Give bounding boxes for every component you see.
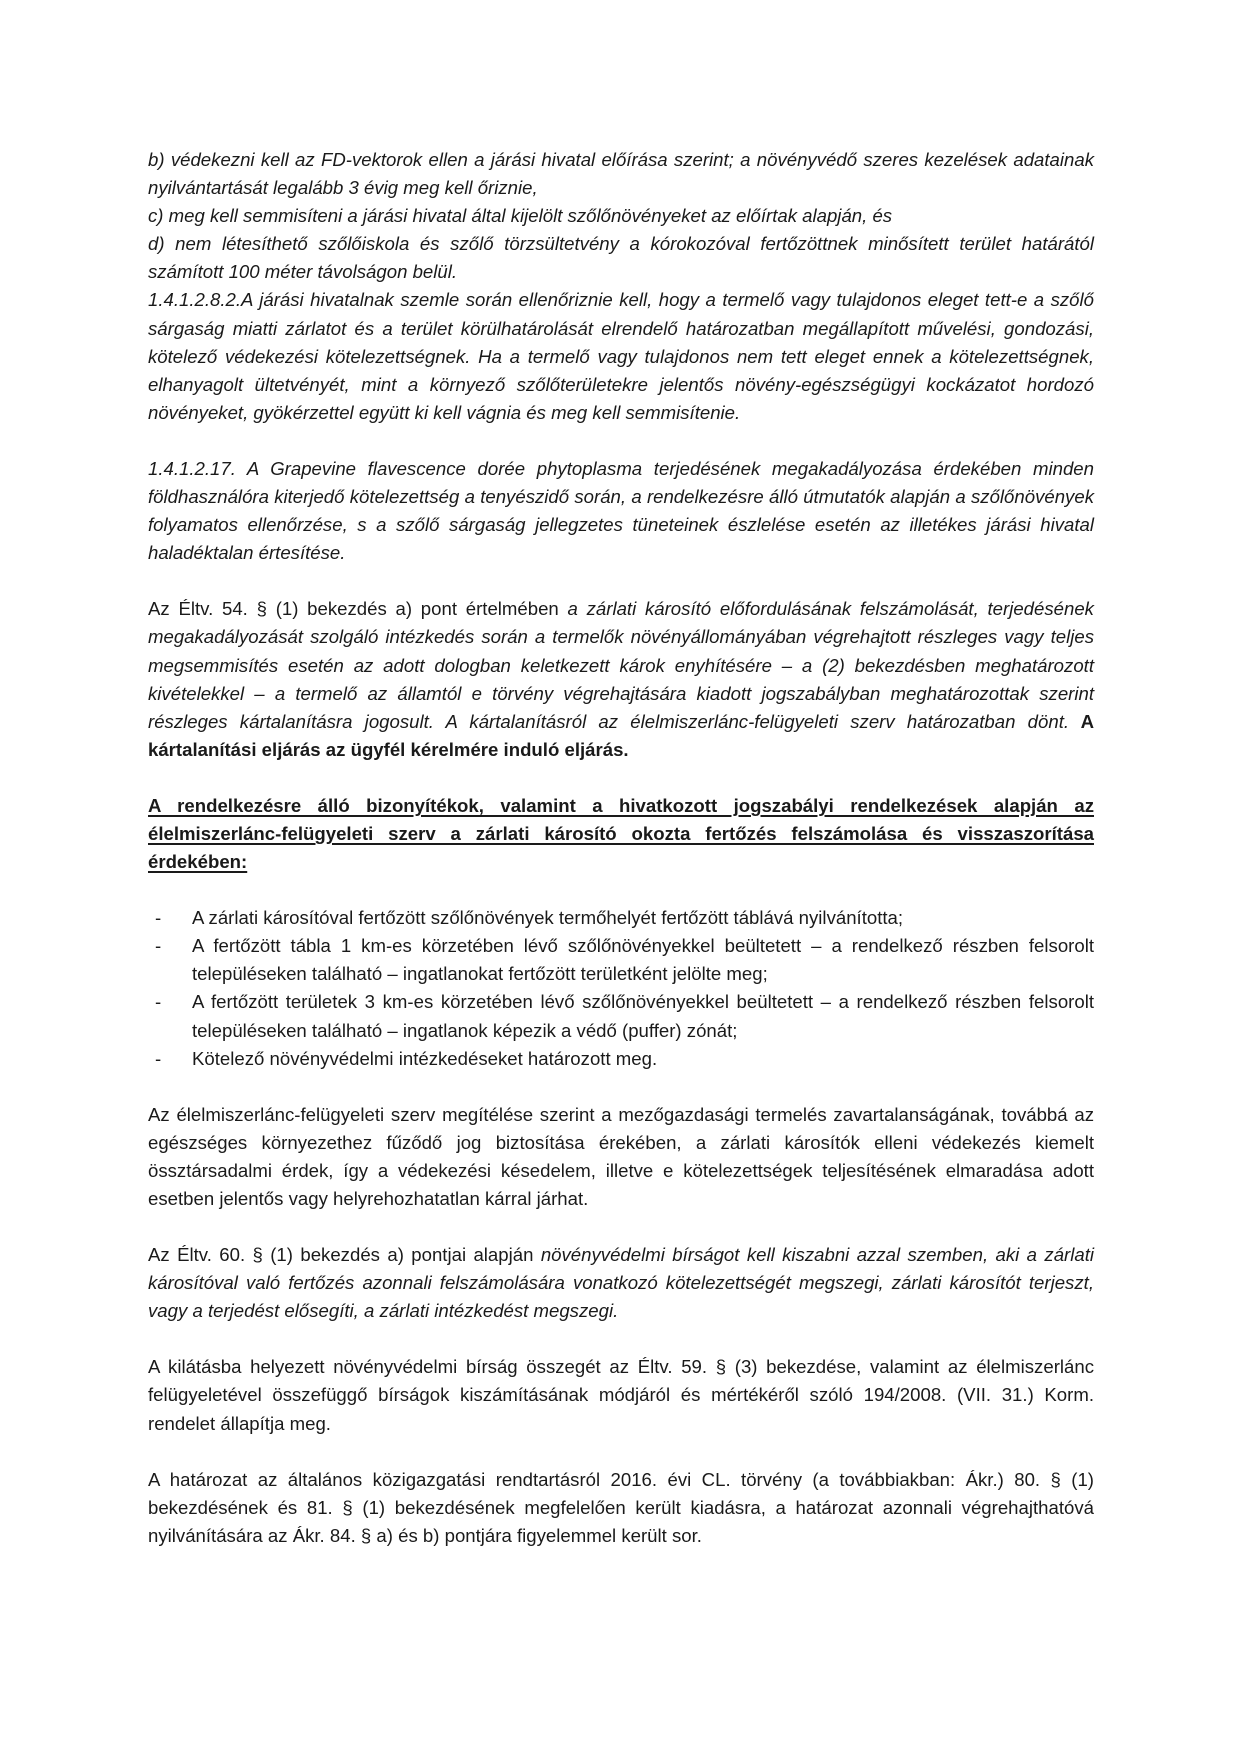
list-item-text: A zárlati károsítóval fertőzött szőlőnövények termőhelyét fertőzött táblává nyilvánította; [192,907,904,929]
spacer [148,1438,1094,1466]
spacer [148,1213,1094,1241]
paragraph-eltv-60 [148,1241,1094,1325]
eltv-54-quote: a zárlati károsító előfordulásának felszámolását, terjedésének megakadályozását szolgáló intézkedés során a termelők növényállományában végrehajtott részleges vagy teljes megsemmisítés esetén az adott dologban keletkezett károk enyhítésére – a (2) bekezdésben meghatározott kivételekkel – a termelő az államtól e törvény végrehajtására kiadott jogszabályban meghatározottak szerint részleges kártalanításra jogosult. A kártalanításról az élelmiszerlánc-felügyeleti szerv határozatban dönt. [148,598,1094,732]
paragraph-section-1-4-1-2-8-2: 1.4.1.2.8.2.A járási hivatalnak szemle során ellenőriznie kell, hogy a termelő vagy tulajdonos eleget tett-e a szőlő sárgaság miatti zárlatot és a terület körülhatárolását elrendelő határozatban megállapított művelési, gondozási, kötelező védekezési kötelezettségnek. Ha a termelő vagy tulajdonos nem tett eleget ennek a kötelezettségnek, elhanyagolt ültetvényét, mint a környező szőlőterületekre jelentős növény-egészségügyi kockázatot hordozó növényeket, gyökérzettel együtt ki kell vágnia és meg kell semmisítenie. [148,289,1094,423]
paragraph-item-d: d) nem létesíthető szőlőiskola és szőlő törzsültetvény a kórokozóval fertőzöttnek minősített terület határától számított 100 méter távolságon belül. [148,233,1094,283]
spacer [148,876,1094,904]
paragraph-fine-amount: A kilátásba helyezett növényvédelmi bírság összegét az Éltv. 59. § (3) bekezdése, valamint az élelmiszerlánc felügyeletével összefüggő bírságok kiszámításának módjáról és mértékéről szóló 194/2008. (VII. 31.) Korm. rendelet állapítja meg. [148,1356,1094,1434]
spacer [148,427,1094,455]
paragraph-eltv-54 [148,595,1094,764]
list-item [148,1045,1094,1073]
dash-bullet-icon: - [155,1047,162,1069]
paragraph-assessment: Az élelmiszerlánc-felügyeleti szerv megítélése szerint a mezőgazdasági termelés zavartalanságának, továbbá az egészséges környezethez fűződő jog biztosítása érekében, a zárlati károsítók elleni védekezés kiemelt össztársadalmi érdek, így a védekezési késedelem, illetve e kötelezettségek teljesítésének elmaradása adott esetben jelentős vagy helyrehozhatatlan kárral járhat. [148,1103,1094,1209]
eltv-54-intro: Az Éltv. 54. § (1) bekezdés a) pont értelmében [148,598,568,620]
paragraph-item-b: b) védekezni kell az FD-vektorok ellen a járási hivatal előírása szerint; a növényvédő szeres kezelések adatainak nyilvántartását legalább 3 évig meg kell őriznie, [148,149,1094,199]
paragraph-akr-basis: A határozat az általános közigazgatási rendtartásról 2016. évi CL. törvény (a továbbiakban: Ákr.) 80. § (1) bekezdésének és 81. § (1) bekezdésének megfelelően került kiadásra, a határozat azonnali végrehajthatóvá nyilvánítására az Ákr. 84. § a) és b) pontjára figyelemmel került sor. [148,1468,1094,1546]
eltv-60-intro: Az Éltv. 60. § (1) bekezdés a) pontjai alapján [148,1244,541,1266]
eltv-60-quote: növényvédelmi bírságot kell kiszabni azzal szemben, aki a zárlati károsítóval való fertőzés azonnali felszámolására vonatkozó kötelezettségét megszegi, zárlati károsítót terjeszt, vagy a terjedést elősegíti, a zárlati intézkedést megszegi. [148,1244,1094,1322]
list-item [148,988,1094,1044]
dash-bullet-icon: - [155,935,162,957]
spacer [148,1073,1094,1101]
paragraph-item-c: c) meg kell semmisíteni a járási hivatal által kijelölt szőlőnövényeket az előírtak alapján, és [148,205,893,227]
list-item [148,904,1094,932]
section-heading-evidence: A rendelkezésre álló bizonyítékok, valamint a hivatkozott jogszabályi rendelkezések alapján az élelmiszerlánc-felügyeleti szerv a zárlati károsító okozta fertőzés felszámolása és visszaszorítása érdekében: [148,794,1094,873]
list-item-text: Kötelező növényvédelmi intézkedéseket határozott meg. [192,1047,658,1069]
spacer [148,567,1094,595]
list-item [148,932,1094,988]
list-item-text: A fertőzött területek 3 km-es körzetében lévő szőlőnövényekkel beültetett – a rendelkező részben felsorolt településeken található – ingatlanok képezik a védő (puffer) zónát; [192,991,1094,1041]
paragraph-section-1-4-1-2-17: 1.4.1.2.17. A Grapevine flavescence dorée phytoplasma terjedésének megakadályozása érdekében minden földhasználóra kiterjedő kötelezettség a tenyészidő során, a rendelkezésre álló útmutatók alapján a szőlőnövények folyamatos ellenőrzése, s a szőlő sárgaság jellegzetes tüneteinek észlelése esetén az illetékes járási hivatal haladéktalan értesítése. [148,457,1094,564]
measures-list [148,904,1094,1073]
dash-bullet-icon: - [155,907,162,929]
dash-bullet-icon: - [155,991,162,1013]
eltv-54-bold-note: A kártalanítási eljárás az ügyfél kérelmére induló eljárás. [148,710,1094,760]
list-item-text: A fertőzött tábla 1 km-es körzetében lévő szőlőnövényekkel beültetett – a rendelkező részben felsorolt településeken található – ingatlanokat fertőzött területként jelölte meg; [192,935,1094,985]
document-page [148,146,1094,1550]
spacer [148,1325,1094,1353]
spacer [148,764,1094,792]
